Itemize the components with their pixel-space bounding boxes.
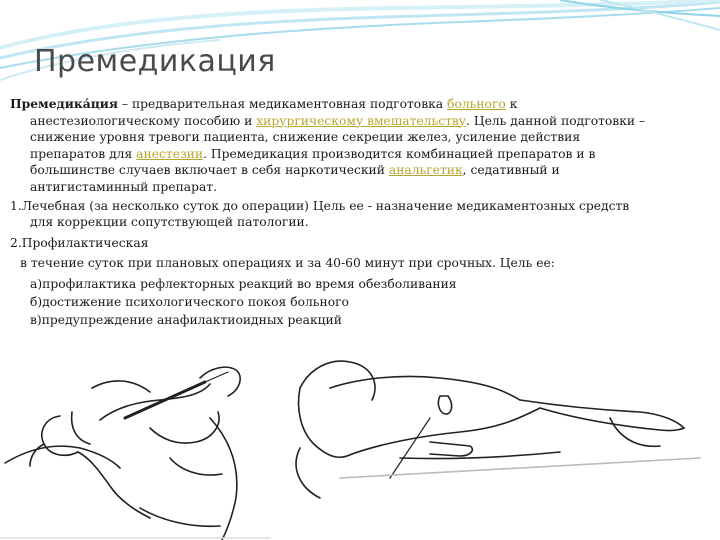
term: Премедика́ция: [10, 96, 118, 111]
prophylactic-purpose: в течение суток при плановых операциях и за 40-60 минут при срочных. Цель ее:: [20, 256, 555, 271]
intro-text-5: , седативный и антигистаминный препарат.: [30, 163, 560, 194]
illustration: [0, 348, 720, 540]
subitem-a: а)профилактика рефлекторных реакций во время обезболивания: [30, 276, 457, 291]
subitem-b: б)достижение психологического покоя больного: [30, 294, 349, 309]
intro-text-2: к анестезиологическому пособию и: [30, 97, 518, 128]
link-analgesic[interactable]: анальгетик: [388, 163, 463, 178]
link-patient[interactable]: больного: [447, 97, 506, 111]
content: [10, 96, 650, 329]
link-surgery[interactable]: хирургическому вмешательству: [256, 113, 467, 128]
subitem-list: [30, 275, 650, 329]
injection-illustration: [0, 367, 270, 540]
subitem-c: в)предупреждение анафилактиоидных реакций: [30, 312, 342, 327]
patient-lying-illustration: [296, 361, 700, 498]
link-anesthesia[interactable]: анестезии: [136, 146, 204, 161]
item-prophylactic: 2.Профилактическая: [10, 235, 149, 250]
intro-text-3: . Цель данной подготовки – снижение уровня тревоги пациента, снижение секреции желез, усиление действия препаратов для: [30, 113, 646, 161]
intro-text-4: . Премедикация производится комбинацией препаратов и в большинстве случаев включает в себя наркотический: [30, 146, 596, 178]
intro-text-1: – предварительная медикаментовная подготовка: [118, 97, 448, 111]
intro-paragraph: [10, 96, 650, 196]
item-therapeutic: 1.Лечебная (за несколько суток до операции) Цель ее - назначение медикаментозных средств для коррекции сопутствующей патологии.: [10, 198, 630, 230]
page-title: Премедикация: [34, 44, 276, 79]
